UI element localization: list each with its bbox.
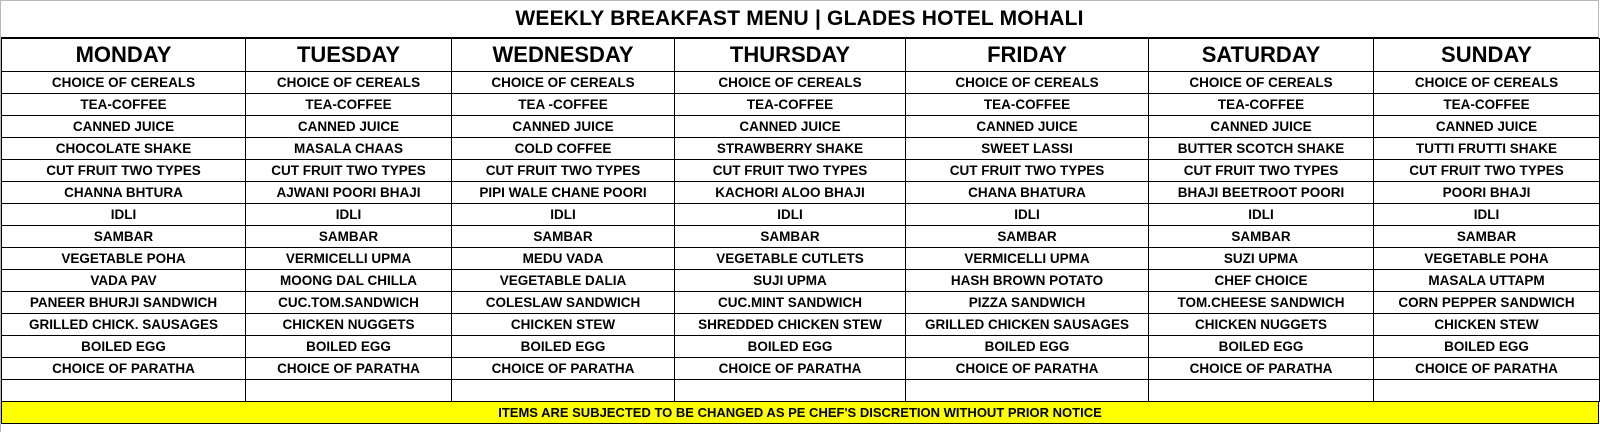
menu-item-cell: CHOICE OF CEREALS xyxy=(906,72,1149,94)
menu-item-cell: IDLI xyxy=(452,204,675,226)
menu-item-cell: TEA -COFFEE xyxy=(452,94,675,116)
menu-item-cell: SAMBAR xyxy=(1149,226,1374,248)
menu-item-cell: SWEET LASSI xyxy=(906,138,1149,160)
menu-item-cell: VADA PAV xyxy=(2,270,246,292)
menu-item-cell: CHOICE OF PARATHA xyxy=(2,358,246,380)
day-header-monday: MONDAY xyxy=(2,39,246,72)
menu-item-cell: SAMBAR xyxy=(2,226,246,248)
menu-item-cell: TEA-COFFEE xyxy=(2,94,246,116)
menu-item-cell: CHOICE OF PARATHA xyxy=(675,358,906,380)
menu-item-cell: VERMICELLI UPMA xyxy=(246,248,452,270)
table-row xyxy=(2,226,1600,248)
menu-item-cell: PIPI WALE CHANE POORI xyxy=(452,182,675,204)
day-header-sunday: SUNDAY xyxy=(1374,39,1600,72)
menu-item-cell: CHEF CHOICE xyxy=(1149,270,1374,292)
menu-item-cell xyxy=(246,380,452,402)
menu-item-cell: CUC.TOM.SANDWICH xyxy=(246,292,452,314)
table-row xyxy=(2,270,1600,292)
day-header-saturday: SATURDAY xyxy=(1149,39,1374,72)
menu-item-cell: CUC.MINT SANDWICH xyxy=(675,292,906,314)
menu-item-cell: POORI BHAJI xyxy=(1374,182,1600,204)
menu-item-cell: TEA-COFFEE xyxy=(1149,94,1374,116)
menu-item-cell: PIZZA SANDWICH xyxy=(906,292,1149,314)
menu-item-cell: SAMBAR xyxy=(675,226,906,248)
menu-item-cell: CHOICE OF PARATHA xyxy=(906,358,1149,380)
menu-item-cell: SAMBAR xyxy=(906,226,1149,248)
menu-item-cell: BOILED EGG xyxy=(906,336,1149,358)
menu-item-cell: CHOICE OF CEREALS xyxy=(1374,72,1600,94)
menu-item-cell: BOILED EGG xyxy=(452,336,675,358)
menu-item-cell xyxy=(906,380,1149,402)
table-row xyxy=(2,160,1600,182)
menu-item-cell: CHANA BHATURA xyxy=(906,182,1149,204)
menu-item-cell: SAMBAR xyxy=(246,226,452,248)
menu-item-cell: TUTTI FRUTTI SHAKE xyxy=(1374,138,1600,160)
menu-item-cell: CANNED JUICE xyxy=(1149,116,1374,138)
menu-item-cell: STRAWBERRY SHAKE xyxy=(675,138,906,160)
menu-body xyxy=(2,72,1600,402)
menu-item-cell: IDLI xyxy=(1149,204,1374,226)
menu-item-cell: CHOICE OF PARATHA xyxy=(452,358,675,380)
table-row xyxy=(2,116,1600,138)
menu-item-cell: COLD COFFEE xyxy=(452,138,675,160)
menu-item-cell: IDLI xyxy=(246,204,452,226)
menu-item-cell xyxy=(675,380,906,402)
menu-item-cell: BOILED EGG xyxy=(1149,336,1374,358)
menu-item-cell: MASALA UTTAPM xyxy=(1374,270,1600,292)
menu-item-cell: BHAJI BEETROOT POORI xyxy=(1149,182,1374,204)
menu-item-cell: MEDU VADA xyxy=(452,248,675,270)
menu-item-cell: CHICKEN NUGGETS xyxy=(246,314,452,336)
table-row xyxy=(2,380,1600,402)
menu-item-cell: TEA-COFFEE xyxy=(675,94,906,116)
menu-item-cell: BOILED EGG xyxy=(675,336,906,358)
menu-item-cell: CANNED JUICE xyxy=(1374,116,1600,138)
menu-item-cell xyxy=(1374,380,1600,402)
menu-item-cell: HASH BROWN POTATO xyxy=(906,270,1149,292)
menu-item-cell: GRILLED CHICKEN SAUSAGES xyxy=(906,314,1149,336)
menu-item-cell: CHOICE OF CEREALS xyxy=(246,72,452,94)
menu-item-cell: VEGETABLE CUTLETS xyxy=(675,248,906,270)
menu-item-cell: PANEER BHURJI SANDWICH xyxy=(2,292,246,314)
menu-item-cell: SUJI UPMA xyxy=(675,270,906,292)
menu-item-cell: VERMICELLI UPMA xyxy=(906,248,1149,270)
menu-item-cell: CUT FRUIT TWO TYPES xyxy=(1149,160,1374,182)
menu-table xyxy=(1,38,1600,402)
menu-item-cell: SUZI UPMA xyxy=(1149,248,1374,270)
day-header-tuesday: TUESDAY xyxy=(246,39,452,72)
menu-item-cell: CUT FRUIT TWO TYPES xyxy=(246,160,452,182)
table-row xyxy=(2,204,1600,226)
menu-item-cell: TOM.CHEESE SANDWICH xyxy=(1149,292,1374,314)
menu-item-cell: BOILED EGG xyxy=(1374,336,1600,358)
table-row xyxy=(2,138,1600,160)
menu-item-cell: TEA-COFFEE xyxy=(246,94,452,116)
menu-item-cell: CUT FRUIT TWO TYPES xyxy=(2,160,246,182)
menu-item-cell: BOILED EGG xyxy=(246,336,452,358)
menu-item-cell: IDLI xyxy=(906,204,1149,226)
menu-item-cell: SAMBAR xyxy=(452,226,675,248)
menu-item-cell: CHANNA BHTURA xyxy=(2,182,246,204)
menu-item-cell: CORN PEPPER SANDWICH xyxy=(1374,292,1600,314)
menu-item-cell: KACHORI ALOO BHAJI xyxy=(675,182,906,204)
table-row xyxy=(2,72,1600,94)
menu-item-cell: AJWANI POORI BHAJI xyxy=(246,182,452,204)
menu-item-cell: CHICKEN STEW xyxy=(452,314,675,336)
menu-item-cell: CANNED JUICE xyxy=(2,116,246,138)
day-header-wednesday: WEDNESDAY xyxy=(452,39,675,72)
menu-item-cell: CHOCOLATE SHAKE xyxy=(2,138,246,160)
menu-item-cell: VEGETABLE POHA xyxy=(2,248,246,270)
menu-item-cell: CHOICE OF PARATHA xyxy=(246,358,452,380)
menu-item-cell: CHICKEN STEW xyxy=(1374,314,1600,336)
table-row xyxy=(2,358,1600,380)
footer-notice: ITEMS ARE SUBJECTED TO BE CHANGED AS PE CHEF'S DISCRETION WITHOUT PRIOR NOTICE xyxy=(1,402,1599,424)
menu-item-cell: COLESLAW SANDWICH xyxy=(452,292,675,314)
menu-item-cell: CANNED JUICE xyxy=(246,116,452,138)
menu-item-cell: VEGETABLE POHA xyxy=(1374,248,1600,270)
menu-item-cell: TEA-COFFEE xyxy=(906,94,1149,116)
table-row xyxy=(2,314,1600,336)
menu-item-cell: CUT FRUIT TWO TYPES xyxy=(906,160,1149,182)
menu-item-cell: CANNED JUICE xyxy=(452,116,675,138)
menu-item-cell: CHOICE OF CEREALS xyxy=(675,72,906,94)
menu-item-cell: IDLI xyxy=(2,204,246,226)
menu-item-cell: BOILED EGG xyxy=(2,336,246,358)
menu-item-cell: VEGETABLE DALIA xyxy=(452,270,675,292)
menu-item-cell: BUTTER SCOTCH SHAKE xyxy=(1149,138,1374,160)
menu-item-cell: SHREDDED CHICKEN STEW xyxy=(675,314,906,336)
day-header-friday: FRIDAY xyxy=(906,39,1149,72)
menu-item-cell: IDLI xyxy=(1374,204,1600,226)
menu-item-cell: CHICKEN NUGGETS xyxy=(1149,314,1374,336)
table-row xyxy=(2,336,1600,358)
menu-item-cell: CANNED JUICE xyxy=(906,116,1149,138)
menu-item-cell xyxy=(2,380,246,402)
menu-item-cell: SAMBAR xyxy=(1374,226,1600,248)
table-row xyxy=(2,248,1600,270)
menu-item-cell: IDLI xyxy=(675,204,906,226)
page-title: WEEKLY BREAKFAST MENU | GLADES HOTEL MOHALI xyxy=(1,1,1599,38)
menu-item-cell: CHOICE OF CEREALS xyxy=(1149,72,1374,94)
menu-item-cell: CUT FRUIT TWO TYPES xyxy=(452,160,675,182)
menu-item-cell: CHOICE OF CEREALS xyxy=(2,72,246,94)
menu-item-cell: CUT FRUIT TWO TYPES xyxy=(675,160,906,182)
menu-item-cell: CANNED JUICE xyxy=(675,116,906,138)
menu-item-cell: MASALA CHAAS xyxy=(246,138,452,160)
table-row xyxy=(2,292,1600,314)
menu-item-cell: TEA-COFFEE xyxy=(1374,94,1600,116)
menu-item-cell: CHOICE OF PARATHA xyxy=(1149,358,1374,380)
menu-item-cell: MOONG DAL CHILLA xyxy=(246,270,452,292)
menu-item-cell xyxy=(452,380,675,402)
day-header-thursday: THURSDAY xyxy=(675,39,906,72)
menu-item-cell: CHOICE OF PARATHA xyxy=(1374,358,1600,380)
table-row xyxy=(2,94,1600,116)
menu-item-cell: GRILLED CHICK. SAUSAGES xyxy=(2,314,246,336)
table-row xyxy=(2,182,1600,204)
day-header-row xyxy=(2,39,1600,72)
menu-item-cell: CUT FRUIT TWO TYPES xyxy=(1374,160,1600,182)
menu-item-cell: CHOICE OF CEREALS xyxy=(452,72,675,94)
menu-item-cell xyxy=(1149,380,1374,402)
